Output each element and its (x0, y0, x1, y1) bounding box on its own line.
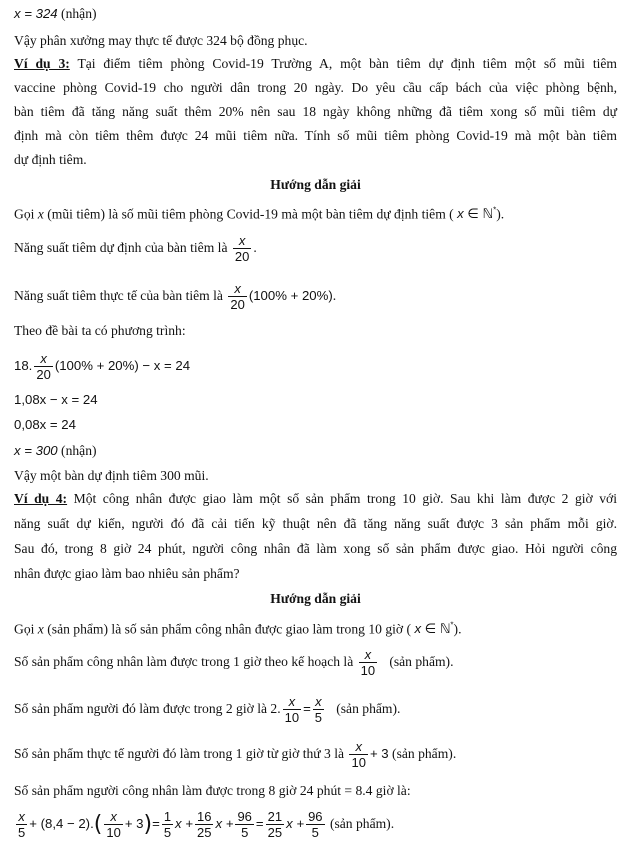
solution-heading-3: Hướng dẫn giải (270, 177, 361, 192)
equals-sign: = (255, 816, 264, 831)
text: (nhận) (61, 6, 97, 21)
text: Số sản phẩm công nhân làm được trong 1 giờ theo kế hoạch là (14, 654, 354, 669)
fraction-x-over-20: $\frac{x}{20}$ (36, 351, 51, 383)
solution-4-line-3 (14, 693, 617, 725)
example-4-line-2: năng suất dự kiến, người đó đã cải tiến kỹ thuật nên đã tăng năng suất được 3 sản phẩm mỗi giờ. (14, 516, 617, 531)
text: (sản phẩm). (389, 654, 454, 669)
text: (sản phẩm) là số sản phẩm công nhân được giao làm trong 10 giờ ( (47, 621, 412, 637)
math-expression: + 3 (369, 746, 389, 761)
text: Năng suất tiêm thực tế của bàn tiêm là (14, 288, 223, 303)
variable-x: x (37, 621, 44, 637)
text: Số sản phẩm người đó làm được trong 2 giờ là 2. (14, 701, 281, 716)
text: (sản phẩm). (392, 746, 457, 761)
solution-3-line-1 (14, 202, 617, 223)
fraction-x-over-20: $\frac{x}{20}$ (230, 281, 245, 313)
text: (nhận) (61, 443, 97, 458)
example-4-label: Ví dụ 4: (14, 491, 68, 506)
solution-4-line-4 (14, 738, 617, 770)
text: (sản phẩm). (336, 701, 401, 716)
math-expression: x = 324 (14, 6, 58, 21)
superscript: * (493, 206, 497, 215)
text: (sản phẩm). (329, 816, 395, 831)
math-expression: + 3 (124, 816, 144, 831)
fraction-x-over-5: $\frac{x}{5}$ (18, 809, 26, 841)
example-3-line-5: dự định tiêm. (14, 152, 87, 167)
equation-line-2: 1,08x − x = 24 (14, 392, 98, 407)
equals-sign: = (303, 701, 311, 716)
text: Số sản phẩm thực tế người đó làm trong 1 giờ từ giờ thứ 3 là (14, 746, 345, 761)
equals-sign: = (152, 816, 160, 831)
example-3-line-2: vaccine phòng Covid-19 cho người dân trong 20 ngày. Do yêu cầu cấp bách của việc phòng bệnh, (14, 80, 617, 95)
example-3-line-3: bàn tiêm đã tăng năng suất thêm 20% nên sau 18 ngày không những đã tiêm xong số mũi tiêm dự (14, 104, 617, 119)
solution-4-line-1 (14, 617, 617, 638)
math-expression: (100% + 20%) (248, 288, 333, 303)
text: ). (453, 621, 462, 637)
fraction-x-over-10: $\frac{x}{10}$ (284, 694, 300, 726)
solution-4-line-5: Số sản phẩm người công nhân làm được trong 8 giờ 24 phút = 8.4 giờ là: (14, 783, 411, 798)
text: Một công nhân được giao làm một số sản phẩm trong 10 giờ. Sau khi làm được 2 giờ với (73, 491, 617, 506)
fraction-16-over-25: $\frac{16}{25}$ (197, 809, 212, 841)
text: Năng suất tiêm dự định của bàn tiêm là (14, 240, 228, 255)
math-expression: (100% + 20%) − x = 24 (54, 358, 191, 373)
math-set (414, 621, 453, 636)
equation-line-1 (14, 350, 617, 382)
example-4-line-4: nhân được giao làm bao nhiêu sản phẩm? (14, 566, 240, 581)
set-expression: x ∈ ℕ (414, 621, 451, 637)
text: Gọi (14, 206, 35, 222)
math-expression: x = 300 (14, 443, 58, 458)
equation-line-4 (14, 442, 617, 460)
example-4-line-3: Sau đó, trong 8 giờ 24 phút, người công nhân đã làm xong số sản phẩm được giao. Hỏi người công (14, 541, 617, 556)
math-expression: x + (215, 816, 234, 831)
fraction-x-over-20: $\frac{x}{20}$ (234, 233, 250, 265)
fraction-96-over-5: $\frac{96}{5}$ (308, 809, 323, 841)
math-expression: x + (175, 816, 194, 831)
superscript: * (450, 621, 454, 630)
example-3-line-1 (14, 55, 617, 73)
solution-3-line-3: Năng suất tiêm thực tế của bàn tiêm là $\frac{x}{20}$ (100% + 20%). (14, 281, 337, 313)
text: ). (496, 206, 505, 222)
equation-line-3: 0,08x = 24 (14, 417, 76, 432)
math-expression: 18. (14, 358, 33, 373)
line-conclusion-324: Vậy phân xưởng may thực tế được 324 bộ đồng phục. (14, 33, 308, 48)
solution-4-final-equation (14, 804, 617, 845)
solution-3-conclusion: Vậy một bàn dự định tiêm 300 mũi. (14, 468, 209, 483)
line-result-324 (14, 5, 617, 23)
fraction-21-over-25: $\frac{21}{25}$ (267, 809, 283, 841)
left-paren: ( (93, 811, 103, 837)
math-expression: x + (286, 816, 305, 831)
example-4-line-1 (14, 490, 617, 508)
variable-x: x (37, 206, 44, 222)
text: Tại điểm tiêm phòng Covid-19 Trường A, một bàn tiêm dự định tiêm một số mũi tiêm (77, 56, 617, 71)
example-3-line-4: định mà còn tiêm thêm được 24 mũi tiêm nữa. Tính số mũi tiêm phòng Covid-19 mà một bàn tiêm (14, 128, 617, 143)
right-paren: ) (143, 811, 153, 837)
fraction-1-over-5: $\frac{1}{5}$ (163, 809, 172, 841)
text: Gọi (14, 621, 35, 637)
solution-3-line-4: Theo đề bài ta có phương trình: (14, 323, 186, 338)
example-3-label: Ví dụ 3: (14, 56, 70, 71)
fraction-x-over-10: $\frac{x}{10}$ (106, 809, 121, 841)
solution-heading-4: Hướng dẫn giải (270, 591, 361, 606)
set-expression: x ∈ ℕ (457, 206, 494, 222)
math-set (457, 206, 496, 221)
fraction-x-over-5: $\frac{x}{5}$ (314, 694, 323, 726)
solution-4-line-2 (14, 646, 617, 678)
fraction-x-over-10: $\frac{x}{10}$ (360, 647, 376, 679)
math-expression: + (8,4 − 2). (29, 816, 94, 831)
text: (mũi tiêm) là số mũi tiêm phòng Covid-19 mà một bàn tiêm dự định tiêm ( (47, 206, 454, 222)
fraction-96-over-5: $\frac{96}{5}$ (237, 809, 252, 841)
fraction-x-over-10: $\frac{x}{10}$ (351, 739, 366, 771)
solution-3-line-2: Năng suất tiêm dự định của bàn tiêm là $\frac{x}{20}$ . (14, 233, 257, 265)
